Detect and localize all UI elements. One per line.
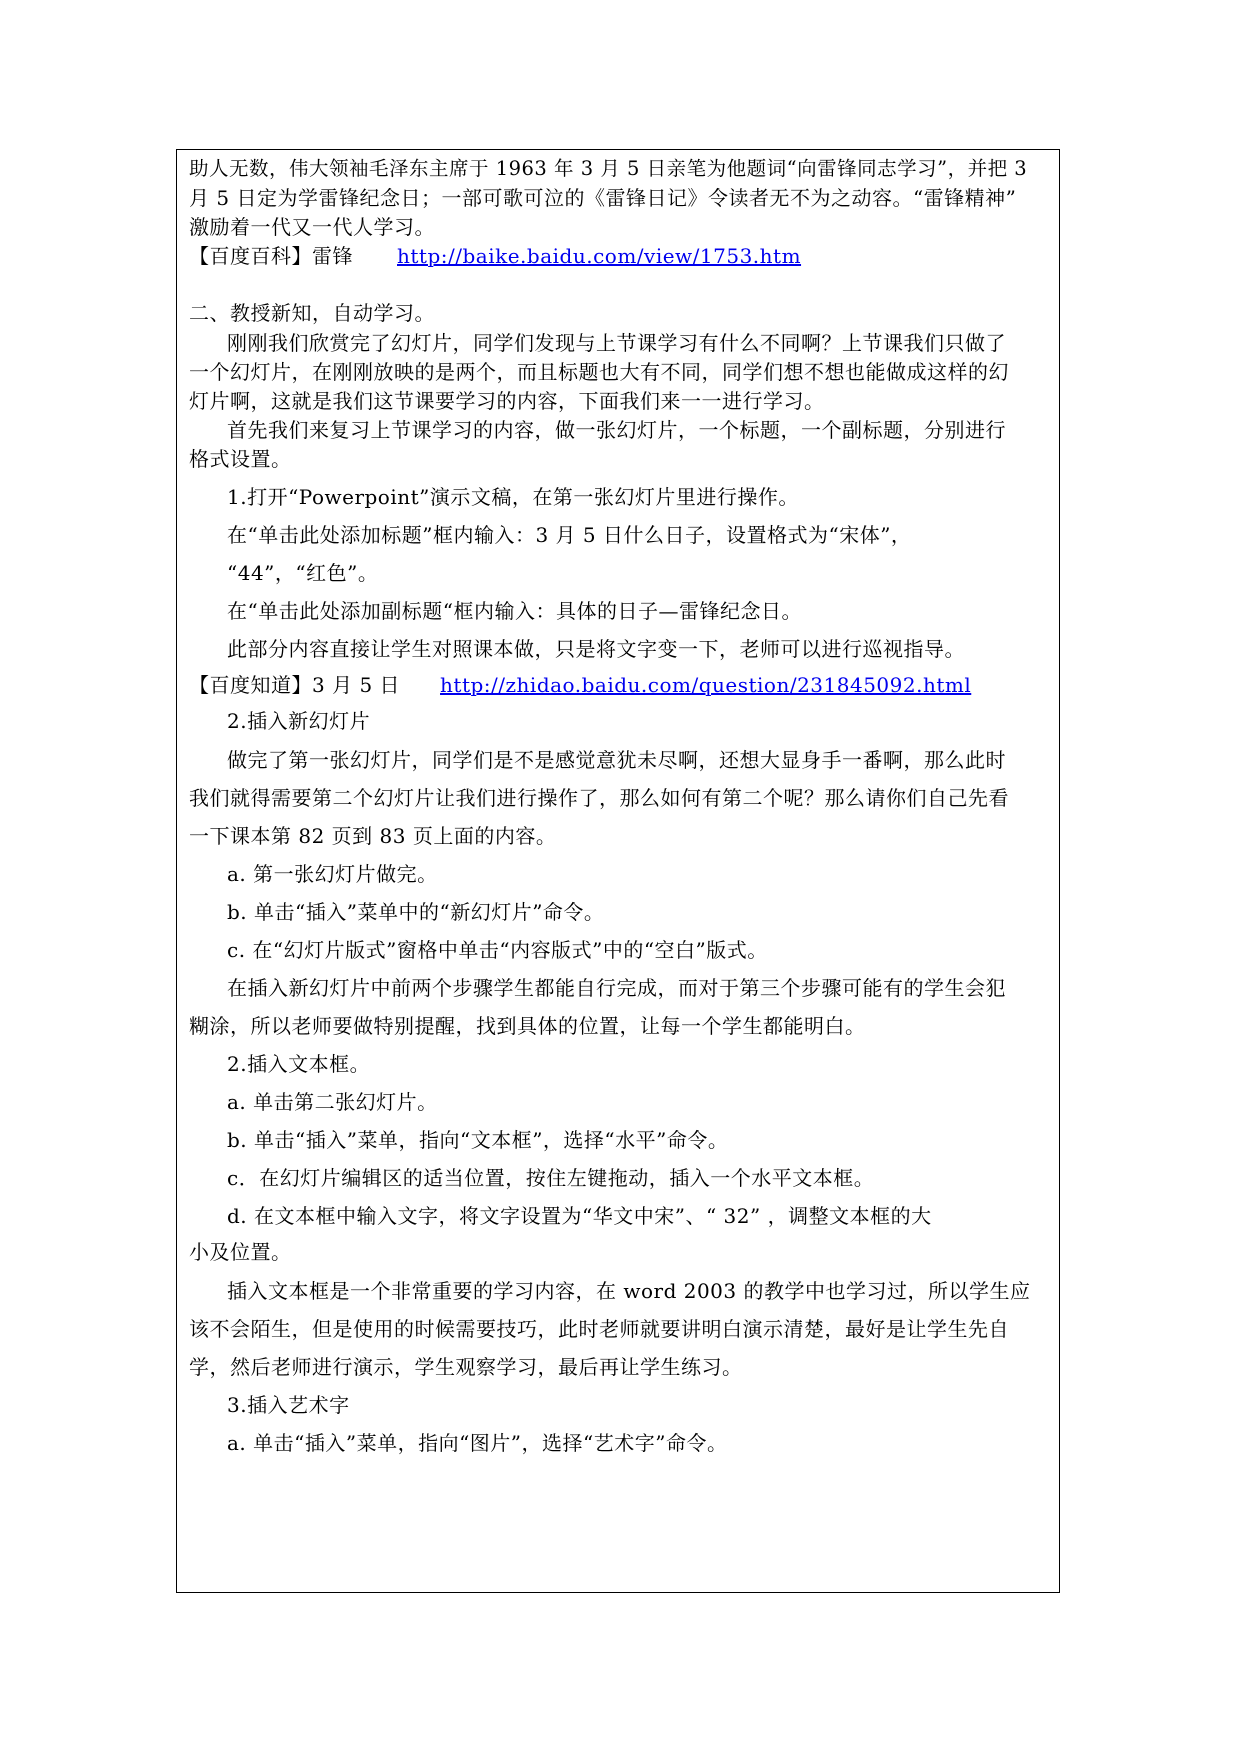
step-line: b. 单击“插入”菜单，指向“文本框”，选择“水平”命令。 [227,1128,729,1152]
reference-zhidao [189,672,971,698]
section-heading: 二、教授新知，自动学习。 [189,301,435,325]
zhidao-link[interactable]: http://zhidao.baidu.com/question/231845092.html [440,673,972,697]
step-heading: 3.插入艺术字 [227,1393,350,1417]
paragraph-line: 灯片啊，这就是我们这节课要学习的内容，下面我们来一一进行学习。 [189,389,825,413]
paragraph-line: 月 5 日定为学雷锋纪念日；一部可歌可泣的《雷锋日记》令读者无不为之动容。“雷锋精神” [189,186,1017,210]
paragraph-line: 插入文本框是一个非常重要的学习内容，在 word 2003 的教学中也学习过，所以学生应 [227,1279,1031,1303]
note-line: 此部分内容直接让学生对照课本做，只是将文字变一下，老师可以进行巡视指导。 [227,637,965,661]
paragraph-line: 糊涂，所以老师要做特别提醒，找到具体的位置，让每一个学生都能明白。 [189,1014,866,1038]
reference-label: 【百度百科】雷锋 [189,244,353,268]
paragraph-line: 刚刚我们欣赏完了幻灯片，同学们发现与上节课学习有什么不同啊？上节课我们只做了 [227,331,1006,355]
step-line: 小及位置。 [189,1240,292,1264]
step-line: “44”，“红色”。 [227,561,379,585]
baike-link[interactable]: http://baike.baidu.com/view/1753.htm [397,244,802,268]
step-line: 在“单击此处添加标题”框内输入：3 月 5 日什么日子，设置格式为“宋体”， [227,523,912,547]
paragraph-line: 格式设置。 [189,447,292,471]
paragraph-line: 学，然后老师进行演示，学生观察学习，最后再让学生练习。 [189,1355,743,1379]
paragraph-line: 一下课本第 82 页到 83 页上面的内容。 [189,824,557,848]
paragraph-line: 首先我们来复习上节课学习的内容，做一张幻灯片，一个标题，一个副标题，分别进行 [227,418,1006,442]
step-line: c. 在“幻灯片版式”窗格中单击“内容版式”中的“空白”版式。 [227,938,768,962]
step-line: a. 单击第二张幻灯片。 [227,1090,438,1114]
step-line: a. 第一张幻灯片做完。 [227,862,438,886]
step-line: c．在幻灯片编辑区的适当位置，按住左键拖动，插入一个水平文本框。 [227,1166,875,1190]
step-line: 1.打开“Powerpoint”演示文稿，在第一张幻灯片里进行操作。 [227,485,799,509]
paragraph-line: 一个幻灯片，在刚刚放映的是两个，而且标题也大有不同，同学们想不想也能做成这样的幻 [189,360,1009,384]
step-line: b. 单击“插入”菜单中的“新幻灯片”命令。 [227,900,605,924]
step-line: d. 在文本框中输入文字，将文字设置为“华文中宋”、“ 32” ，调整文本框的大 [227,1204,932,1228]
paragraph-line: 该不会陌生，但是使用的时候需要技巧，此时老师就要讲明白演示清楚，最好是让学生先自 [189,1317,1009,1341]
paragraph-line: 在插入新幻灯片中前两个步骤学生都能自行完成，而对于第三个步骤可能有的学生会犯 [227,976,1006,1000]
reference-baike [189,243,801,269]
paragraph-line: 我们就得需要第二个幻灯片让我们进行操作了，那么如何有第二个呢？那么请你们自己先看 [189,786,1009,810]
step-heading: 2.插入新幻灯片 [227,709,371,733]
step-line: 在“单击此处添加副标题“框内输入：具体的日子—雷锋纪念日。 [227,599,802,623]
reference-label: 【百度知道】3 月 5 日 [189,673,401,697]
paragraph-line: 激励着一代又一代人学习。 [189,215,435,239]
paragraph-line: 做完了第一张幻灯片，同学们是不是感觉意犹未尽啊，还想大显身手一番啊，那么此时 [227,748,1006,772]
step-line: a. 单击“插入”菜单，指向“图片”，选择“艺术字”命令。 [227,1431,728,1455]
step-heading: 2.插入文本框。 [227,1052,371,1076]
content-table-cell [176,149,1060,1593]
paragraph-line: 助人无数，伟大领袖毛泽东主席于 1963 年 3 月 5 日亲笔为他题词“向雷锋同志学习”，并把 3 [189,157,1028,180]
